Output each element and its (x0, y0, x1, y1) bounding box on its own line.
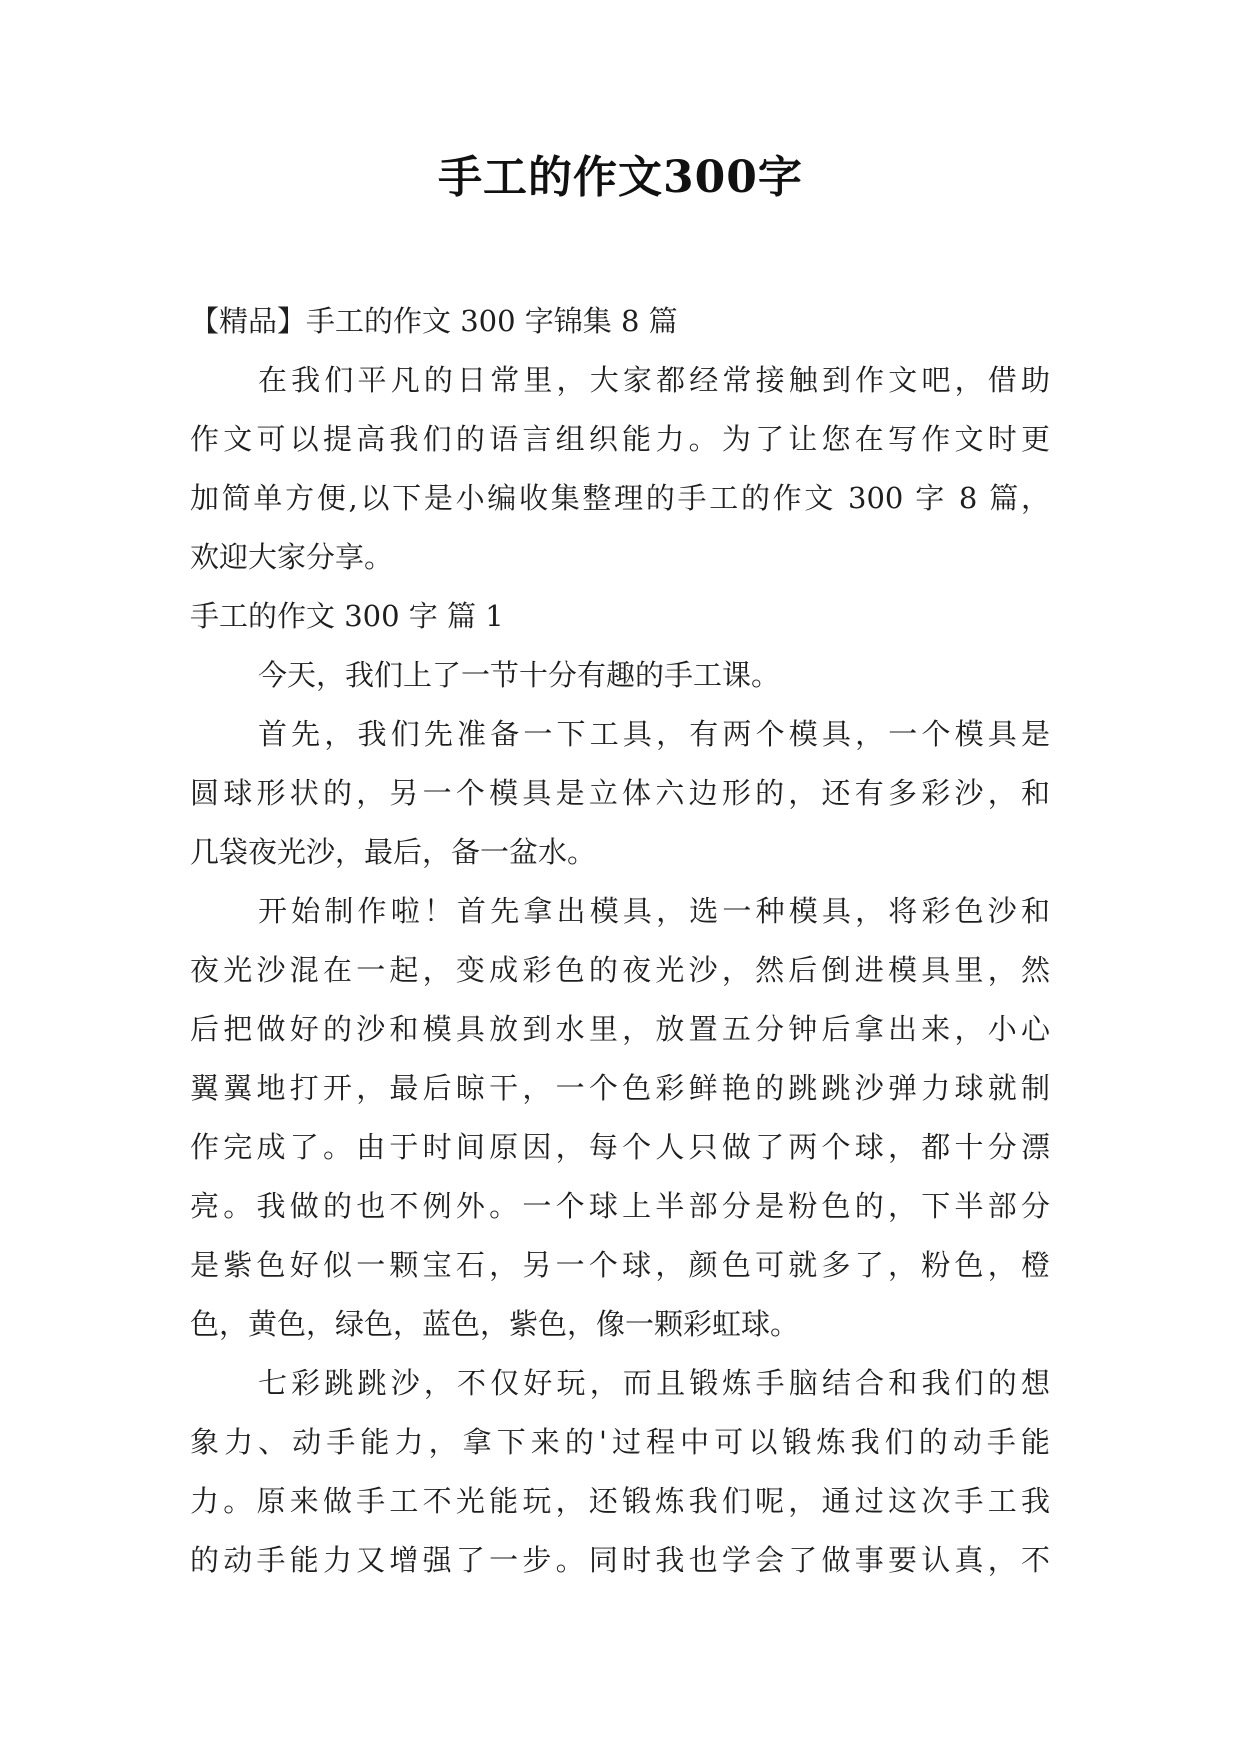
document-body (190, 292, 1050, 1590)
intro-line-1: 在我们平凡的日常里，大家都经常接触到作文吧，借助 (258, 363, 1050, 397)
paragraph-3-line-7: 是紫色好似一颗宝石，另一个球，颜色可就多了，粉色，橙 (190, 1248, 1050, 1282)
paragraph-4-line-3: 力。原来做手工不光能玩，还锻炼我们呢，通过这次手工我 (190, 1484, 1050, 1518)
document-title: 手工的作文300字 (438, 152, 803, 203)
paragraph-2-line-3: 几袋夜光沙，最后，备一盆水。 (190, 835, 597, 869)
subtitle-line: 【精品】手工的作文 300 字锦集 8 篇 (190, 304, 678, 338)
intro-line-3: 加简单方便,以下是小编收集整理的手工的作文 300 字 8 篇， (190, 481, 1050, 515)
paragraph-2-line-1: 首先，我们先准备一下工具，有两个模具，一个模具是 (258, 717, 1050, 751)
paragraph-2-line-2: 圆球形状的，另一个模具是立体六边形的，还有多彩沙，和 (190, 776, 1050, 810)
section-heading: 手工的作文 300 字 篇 1 (190, 599, 504, 633)
paragraph-3-line-8: 色，黄色，绿色，蓝色，紫色，像一颗彩虹球。 (190, 1307, 800, 1341)
intro-line-4: 欢迎大家分享。 (190, 540, 394, 574)
paragraph-3-line-4: 翼翼地打开，最后晾干，一个色彩鲜艳的跳跳沙弹力球就制 (190, 1071, 1050, 1105)
paragraph-3-line-1: 开始制作啦！首先拿出模具，选一种模具，将彩色沙和 (258, 894, 1050, 928)
paragraph-3-line-6: 亮。我做的也不例外。一个球上半部分是粉色的，下半部分 (190, 1189, 1050, 1223)
paragraph-1-line-1: 今天，我们上了一节十分有趣的手工课。 (258, 658, 781, 692)
paragraph-4-line-4: 的动手能力又增强了一步。同时我也学会了做事要认真，不 (190, 1543, 1050, 1577)
paragraph-4-line-1: 七彩跳跳沙，不仅好玩，而且锻炼手脑结合和我们的想 (258, 1366, 1050, 1400)
paragraph-3-line-3: 后把做好的沙和模具放到水里，放置五分钟后拿出来，小心 (190, 1012, 1050, 1046)
paragraph-4-line-2: 象力、动手能力，拿下来的'过程中可以锻炼我们的动手能 (190, 1425, 1050, 1459)
intro-line-2: 作文可以提高我们的语言组织能力。为了让您在写作文时更 (190, 422, 1050, 456)
paragraph-3-line-2: 夜光沙混在一起，变成彩色的夜光沙，然后倒进模具里，然 (190, 953, 1050, 987)
paragraph-3-line-5: 作完成了。由于时间原因，每个人只做了两个球，都十分漂 (190, 1130, 1050, 1164)
